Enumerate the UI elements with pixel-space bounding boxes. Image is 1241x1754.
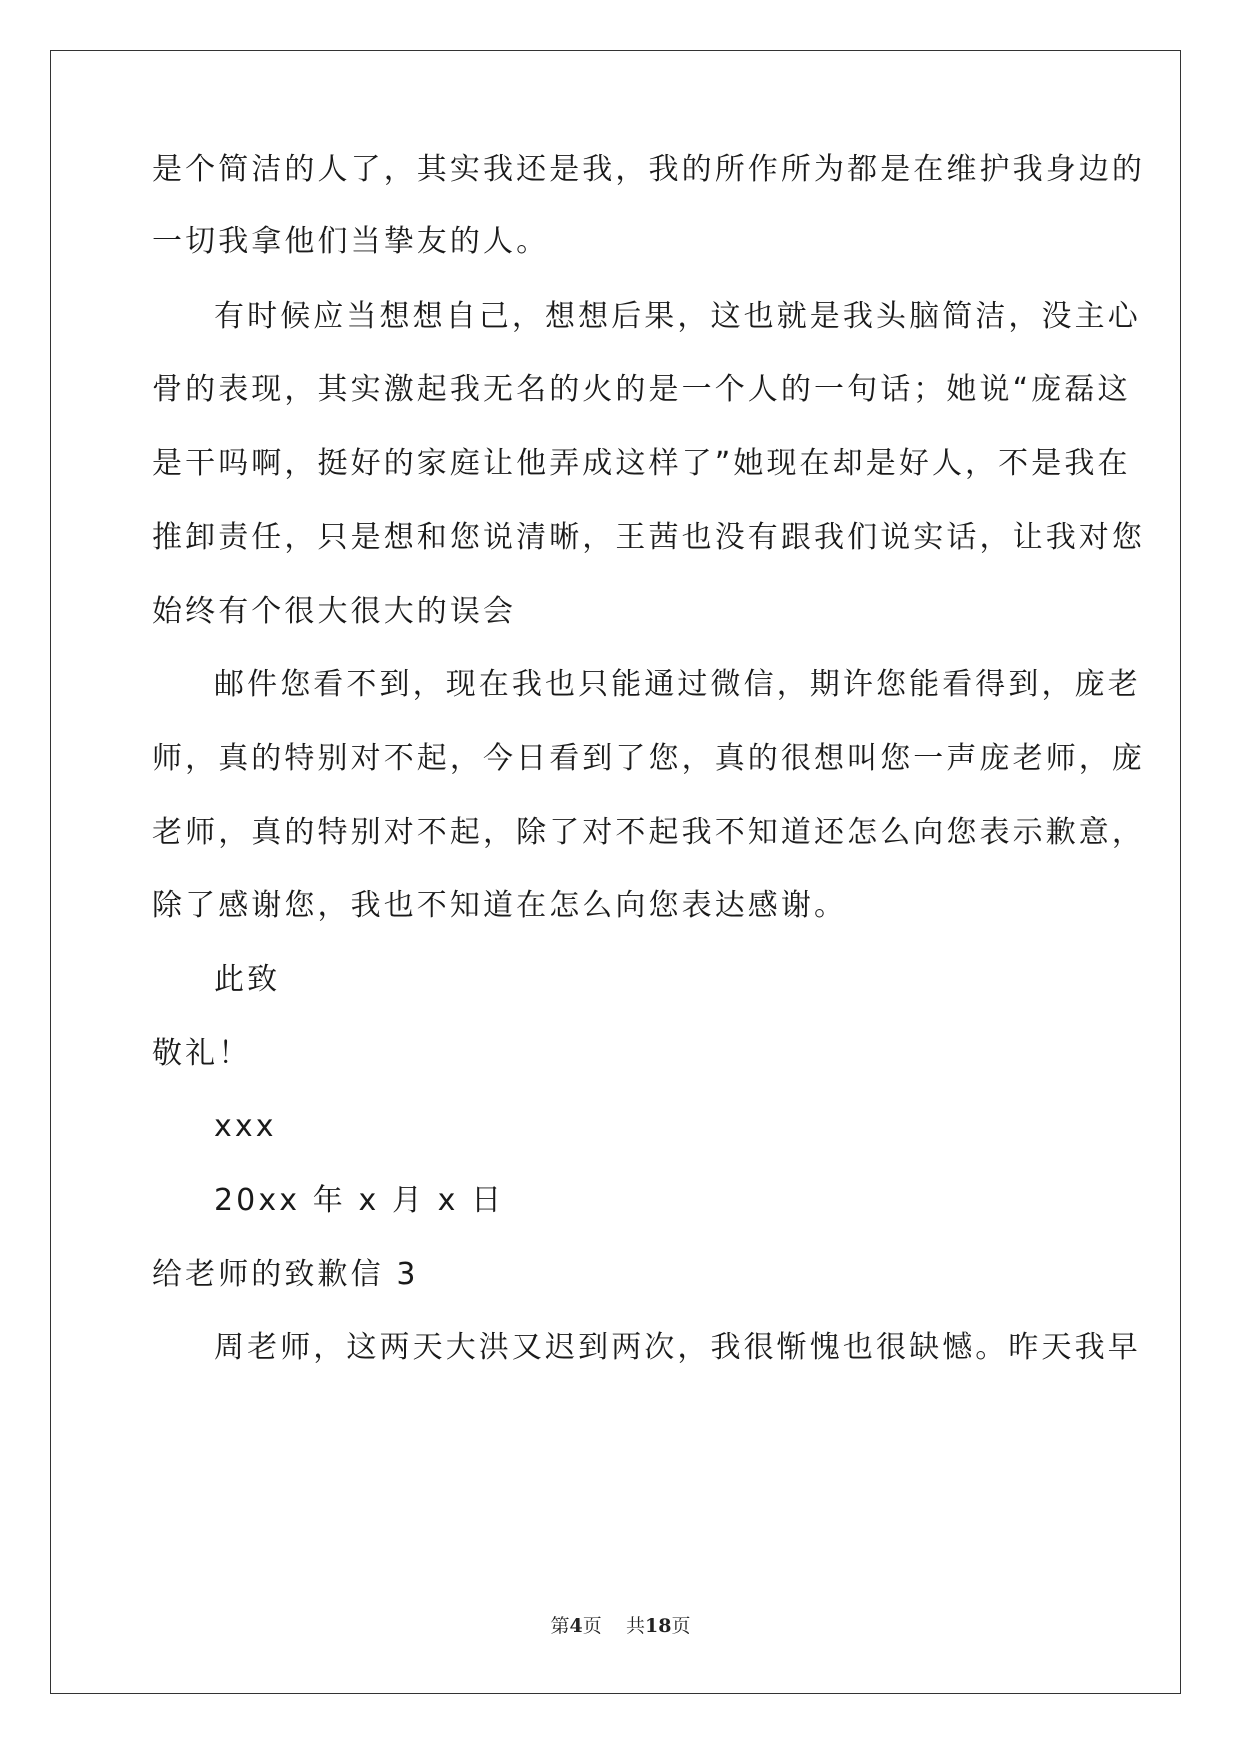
text-line: 师，真的特别对不起，今日看到了您，真的很想叫您一声庞老师，庞 — [152, 741, 1145, 776]
footer-total-pages: 18 — [644, 1615, 672, 1637]
footer-prefix: 第 — [550, 1615, 570, 1637]
page-footer — [0, 1614, 1241, 1638]
footer-page-number: 4 — [569, 1615, 583, 1637]
closing-regards: 敬礼！ — [152, 1036, 252, 1071]
paragraph-start-line: 有时候应当想想自己，想想后果，这也就是我头脑简洁，没主心 — [214, 299, 1141, 334]
text-line: 是个简洁的人了，其实我还是我，我的所作所为都是在维护我身边的 — [152, 152, 1145, 187]
text-line: 推卸责任，只是想和您说清晰，王茜也没有跟我们说实话，让我对您 — [152, 520, 1145, 555]
date-line: 20xx 年 x 月 x 日 — [214, 1183, 505, 1218]
section-heading: 给老师的致歉信 3 — [152, 1257, 419, 1292]
paragraph-start-line: 邮件您看不到，现在我也只能通过微信，期许您能看得到，庞老 — [214, 667, 1141, 702]
text-line: 是干吗啊，挺好的家庭让他弄成这样了”她现在却是好人，不是我在 — [152, 446, 1131, 481]
footer-total-prefix: 共 — [625, 1615, 645, 1637]
text-line: 除了感谢您，我也不知道在怎么向您表达感谢。 — [152, 888, 848, 923]
text-line: 骨的表现，其实激起我无名的火的是一个人的一句话；她说“庞磊这 — [152, 372, 1131, 407]
paragraph-start-line: 周老师，这两天大洪又迟到两次，我很惭愧也很缺憾。昨天我早 — [214, 1330, 1141, 1365]
footer-page-unit: 页 — [582, 1615, 602, 1637]
text-line: 老师，真的特别对不起，除了对不起我不知道还怎么向您表示歉意， — [152, 815, 1145, 850]
text-line: 一切我拿他们当挚友的人。 — [152, 224, 550, 259]
footer-total-unit: 页 — [671, 1615, 691, 1637]
signature: xxx — [214, 1109, 277, 1144]
closing-salutation: 此致 — [214, 962, 281, 997]
text-line: 始终有个很大很大的误会 — [152, 594, 517, 629]
